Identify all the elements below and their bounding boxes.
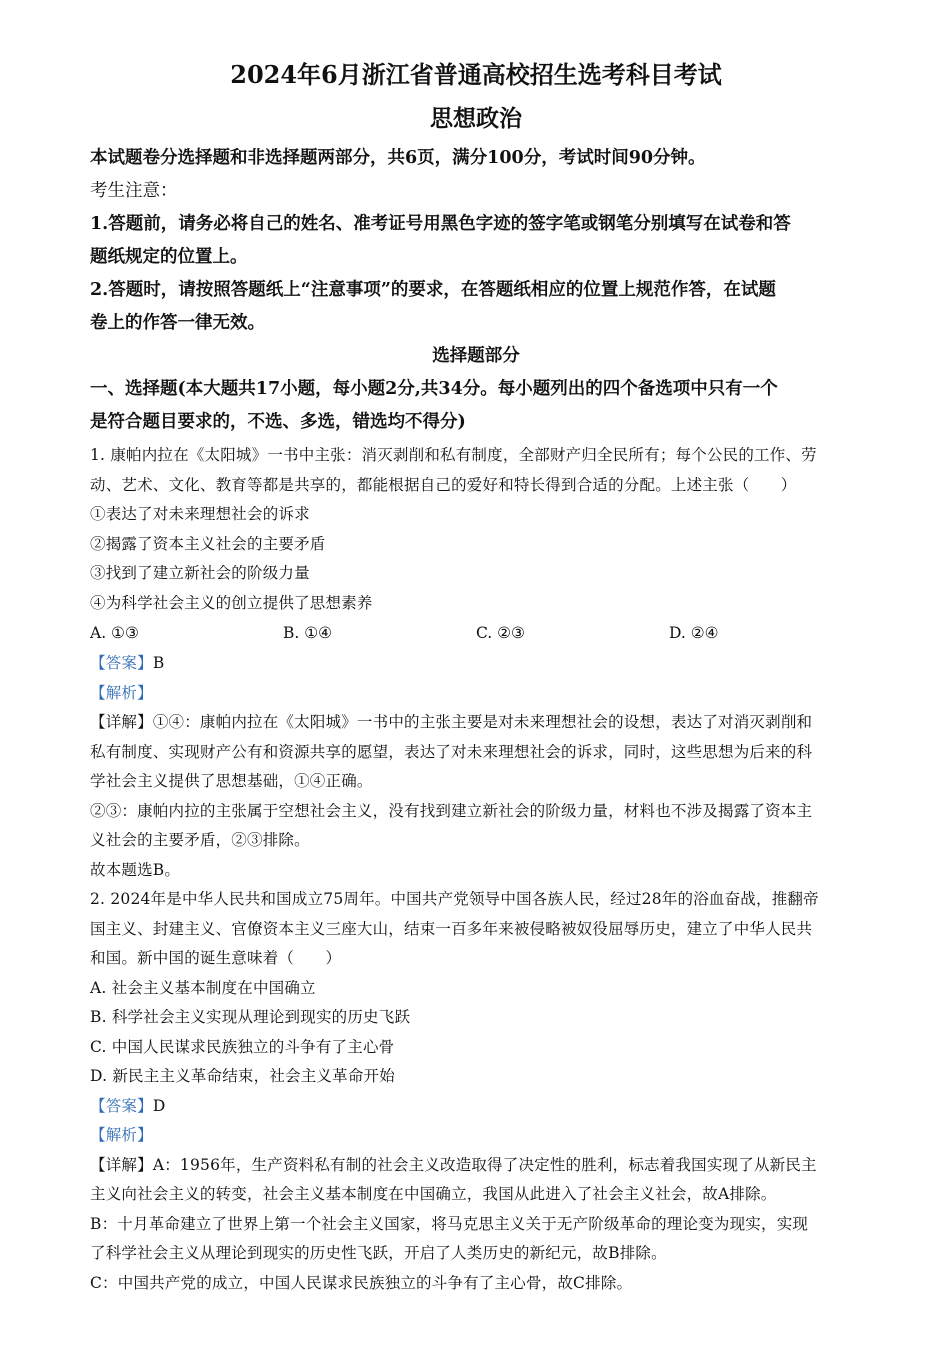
notice-item-1-line-2: 题纸规定的位置上。 [90,247,248,267]
q2-answer-value: D [152,1096,166,1115]
q2-detail-text-1: A：1956年，生产资料私有制的社会主义改造取得了决定性的胜利，标志着我国实现了从新民主 [152,1155,817,1174]
q2-analysis-label-line [90,1121,862,1151]
q1-options [90,618,862,649]
instructions-block [90,142,862,340]
q1-stem-line-2: 动、艺术、文化、教育等都是共享的，都能根据自己的爱好和特长得到合适的分配。上述主张（ ） [90,475,797,494]
q2-analysis-label: 【解析】 [90,1126,153,1144]
q1-detail-label: 【详解】 [90,713,153,731]
section-heading: 选择题部分 [432,346,520,366]
q1-conclusion: 故本题选B。 [90,860,181,879]
q1-answer-value: B [152,654,165,672]
q1-analysis-label: 【解析】 [90,683,153,702]
exam-page [90,58,862,1298]
q1-option-c: C. ②③ [476,624,525,642]
q2-stem-line-2: 国主义、封建主义、官僚资本主义三座大山，结束一百多年来被侵略被奴役屈辱历史，建立了中华人民共 [90,919,813,938]
notice-title: 考生注意： [90,181,178,201]
subject-title: 思想政治 [430,105,522,132]
q2-detail-label: 【详解】 [90,1155,153,1174]
q1-detail-line-3: 学社会主义提供了思想基础，①④正确。 [90,772,373,790]
q1-statement-4: ④为科学社会主义的创立提供了思想素养 [90,593,373,612]
q2-answer-label: 【答案】 [90,1096,153,1115]
section-desc-line-2: 是符合题目要求的，不选、多选，错选均不得分) [90,412,466,432]
q2-option-c: C. 中国人民谋求民族独立的斗争有了主心骨 [90,1037,395,1056]
q2-option-a: A. 社会主义基本制度在中国确立 [90,978,316,997]
notice-item-1-line-1: 1.答题前，请务必将自己的姓名、准考证号用黑色字迹的签字笔或钢笔分别填写在试卷和答 [90,214,791,234]
q1-detail-line-4: ②③：康帕内拉的主张属于空想社会主义，没有找到建立新社会的阶级力量，材料也不涉及揭露了资本主 [90,801,813,820]
q1-analysis-label-line [90,679,862,709]
q2-detail-line-3: B：十月革命建立了世界上第一个社会主义国家，将马克思主义关于无产阶级革命的理论变为现实，实现 [90,1214,809,1233]
notice-item-2-line-2: 卷上的作答一律无效。 [90,313,265,333]
q1-option-b: B. ①④ [283,624,333,642]
q2-option-d: D. 新民主主义革命结束，社会主义革命开始 [90,1067,395,1085]
q1-statement-2: ②揭露了资本主义社会的主要矛盾 [90,534,326,553]
q1-statement-1: ①表达了对未来理想社会的诉求 [90,505,310,523]
q1-answer-label: 【答案】 [90,654,153,672]
q1-detail-line-2: 私有制度、实现财产公有和资源共享的愿望，表达了对未来理想社会的诉求，同时，这些思想为后来的科 [90,742,813,761]
q2-stem-line-3: 和国。新中国的诞生意味着（ ） [90,949,342,967]
question-1 [90,441,862,885]
q1-detail-line-1 [90,708,862,738]
q1-detail-line-5: 义社会的主要矛盾，②③排除。 [90,831,310,849]
q2-detail-line-4: 了科学社会主义从理论到现实的历史性飞跃，开启了人类历史的新纪元，故B排除。 [90,1244,667,1262]
q2-option-b: B. 科学社会主义实现从理论到现实的历史飞跃 [90,1008,411,1026]
instructions-intro: 本试题卷分选择题和非选择题两部分，共6页，满分100分，考试时间90分钟。 [90,148,706,168]
question-2 [90,885,862,1298]
q1-answer [90,649,862,679]
q2-detail-line-5: C：中国共产党的成立，中国人民谋求民族独立的斗争有了主心骨，故C排除。 [90,1273,633,1292]
q2-detail-line-1 [90,1151,862,1181]
q2-stem-line-1: 2. 2024年是中华人民共和国成立75周年。中国共产党领导中国各族人民，经过28年的浴血奋战，推翻帝 [90,890,819,908]
exam-title: 2024年6月浙江省普通高校招生选考科目考试 [230,60,722,89]
q1-detail-text-1: ①④：康帕内拉在《太阳城》一书中的主张主要是对未来理想社会的设想，表达了对消灭剥削和 [152,713,813,731]
section-desc-line-1: 一、选择题(本大题共17小题，每小题2分,共34分。每小题列出的四个备选项中只有一个 [90,379,778,399]
q1-option-d: D. ②④ [669,624,719,642]
notice-item-2-line-1: 2.答题时，请按照答题纸上“注意事项”的要求，在答题纸相应的位置上规范作答，在试题 [90,280,776,300]
q2-answer [90,1092,862,1122]
q2-detail-line-2: 主义向社会主义的转变，社会主义基本制度在中国确立，我国从此进入了社会主义社会，故A排除。 [90,1185,777,1203]
q1-option-a: A. ①③ [90,624,139,642]
q1-stem-line-1: 1. 康帕内拉在《太阳城》一书中主张：消灭剥削和私有制度，全部财产归全民所有；每个公民的工作、劳 [90,446,817,464]
q1-statement-3: ③找到了建立新社会的阶级力量 [90,564,310,582]
